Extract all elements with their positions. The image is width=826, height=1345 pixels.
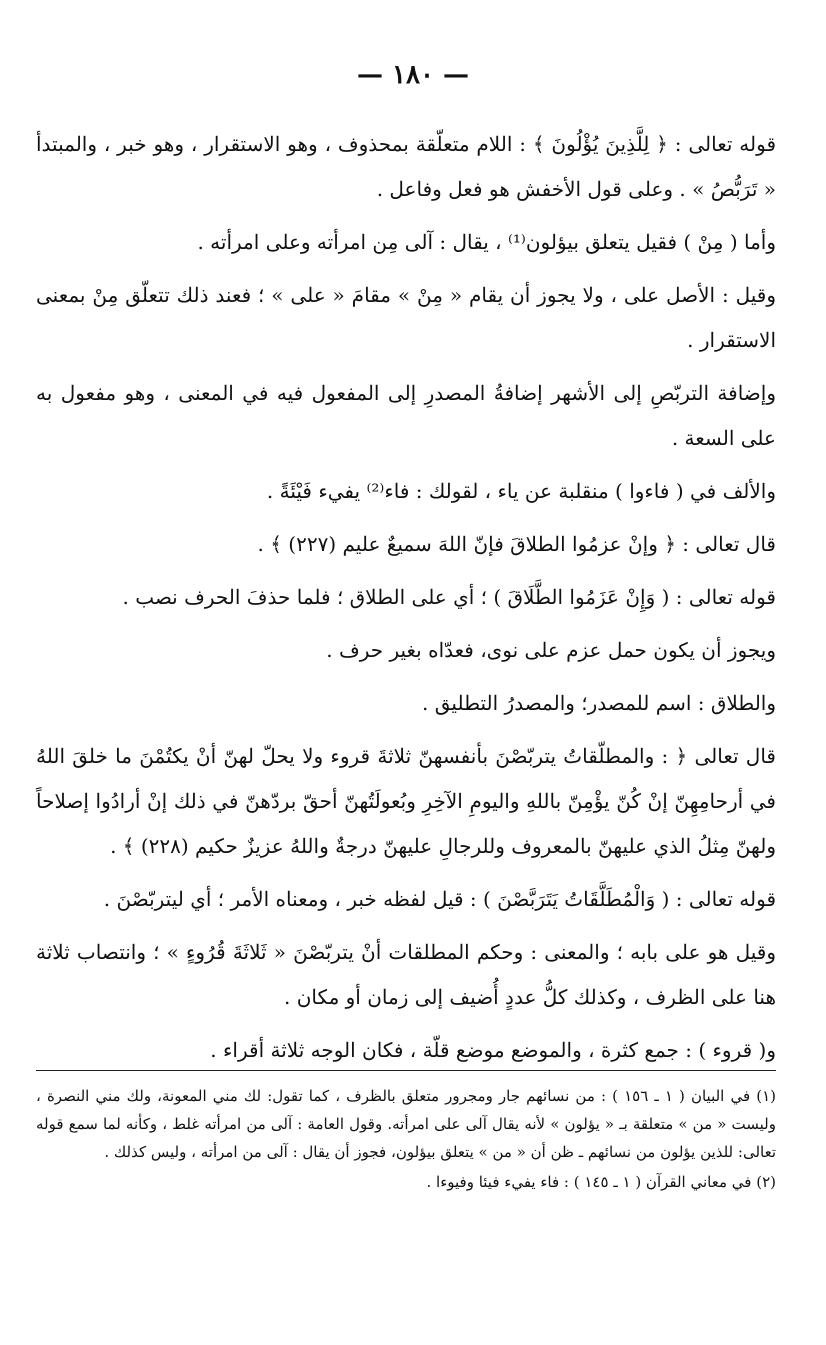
footnote-divider [36, 1070, 776, 1071]
page-number: — ١٨٠ — [356, 60, 470, 90]
paragraph: ويجوز أن يكون حمل عزم على نوى، فعدّاه بغير حرف . [326, 638, 776, 662]
footnote: (١) في البيان ( ١ ـ ١٥٦ ) : من نسائهم جار ومجرور متعلق بالظرف ، كما تقول: لك مني المعونة، ولك مني النصرة ، وليست « من » متعلقة بـ « يؤلون » لأنه يقال آلى على امرأته. وقول العامة : آلى من امرأته غلط ، وكأنه لما سمع قوله تعالى: للذين يؤلون من نسائهم ـ ظن أن « من » يتعلق بيؤلون، فجوز أن يقال : آلى من امرأته ، وليس كذلك . [36, 1087, 776, 1161]
paragraph: و( قروء ) : جمع كثرة ، والموضع موضع قلّة ، فكان الوجه ثلاثة أقراء . [210, 1038, 776, 1062]
paragraph: وإضافة التربّصِ إلى الأشهر إضافةُ المصدرِ إلى المفعول فيه في المعنى ، وهو مفعول به على السعة . [36, 381, 776, 450]
paragraph: قوله تعالى : ( وَالْمُطَلَّقَاتُ يَتَرَبَّصْنَ ) : قيل لفظه خبر ، ومعناه الأمر ؛ أي ليتربّصْنَ . [103, 887, 776, 911]
paragraph: وأما ( مِنْ ) فقيل يتعلق بيؤلون⁽¹⁾ ، يقال : آلى مِن امرأته وعلى امرأته . [197, 230, 776, 254]
main-text [36, 122, 776, 1081]
paragraph: والألف في ( فاءوا ) منقلبة عن ياء ، لقولك : فاء⁽²⁾ يفيء فَيْئَةً . [266, 479, 776, 503]
paragraph: وقيل : الأصل على ، ولا يجوز أن يقام « مِنْ » مقامَ « على » ؛ فعند ذلك تتعلّق مِنْ بمعنى الاستقرار . [36, 283, 776, 352]
paragraph: وقيل هو على بابه ؛ والمعنى : وحكم المطلقات أنْ يتربّصْنَ « ثَلاثَةَ قُرُوءٍ » ؛ وانتصاب ثلاثة هنا على الظرف ، وكذلك كلُّ عددٍ أُضيف إلى زمان أو مكان . [36, 940, 776, 1009]
paragraph: قوله تعالى : ﴿ لِلَّذِينَ يُؤْلُونَ ﴾ : اللام متعلّقة بمحذوف ، وهو الاستقرار ، وهو خبر ، والمبتدأ « تَرَبُّصُ » . وعلى قول الأخفش هو فعل وفاعل . [36, 132, 776, 201]
footnote: (٢) في معاني القرآن ( ١ ـ ١٤٥ ) : فاء يفيء فيئا وفيوءا . [426, 1173, 776, 1191]
paragraph: قوله تعالى : ( وَإِنْ عَزَمُوا الطَّلَاقَ ) ؛ أي على الطلاق ؛ فلما حذفَ الحرف نصب . [122, 585, 776, 609]
paragraph: قال تعالى : ﴿ وإنْ عزمُوا الطلاقَ فإنّ اللهَ سميعٌ عليم (٢٢٧) ﴾ . [257, 532, 776, 556]
paragraph: والطلاق : اسم للمصدر؛ والمصدرُ التطليق . [422, 691, 776, 715]
footnotes [36, 1082, 776, 1198]
paragraph: قال تعالى ﴿ : والمطلّقاتُ يتربّصْنَ بأنفسهنّ ثلاثةَ قروء ولا يحلّ لهنّ أنْ يكتُمْنَ ما خلقَ اللهُ في أرحامِهِنّ إنْ كُنّ يؤْمِنّ باللهِ واليومِ الآخِرِ وبُعولَتُهنّ أحقّ بردّهنّ في ذلك إنْ أرادُوا إصلاحاً ولهنّ مِثلُ الذي عليهنّ بالمعروف وللرجالِ عليهنّ درجةٌ واللهُ عزيزٌ حكيم (٢٢٨) ﴾ . [36, 744, 776, 858]
